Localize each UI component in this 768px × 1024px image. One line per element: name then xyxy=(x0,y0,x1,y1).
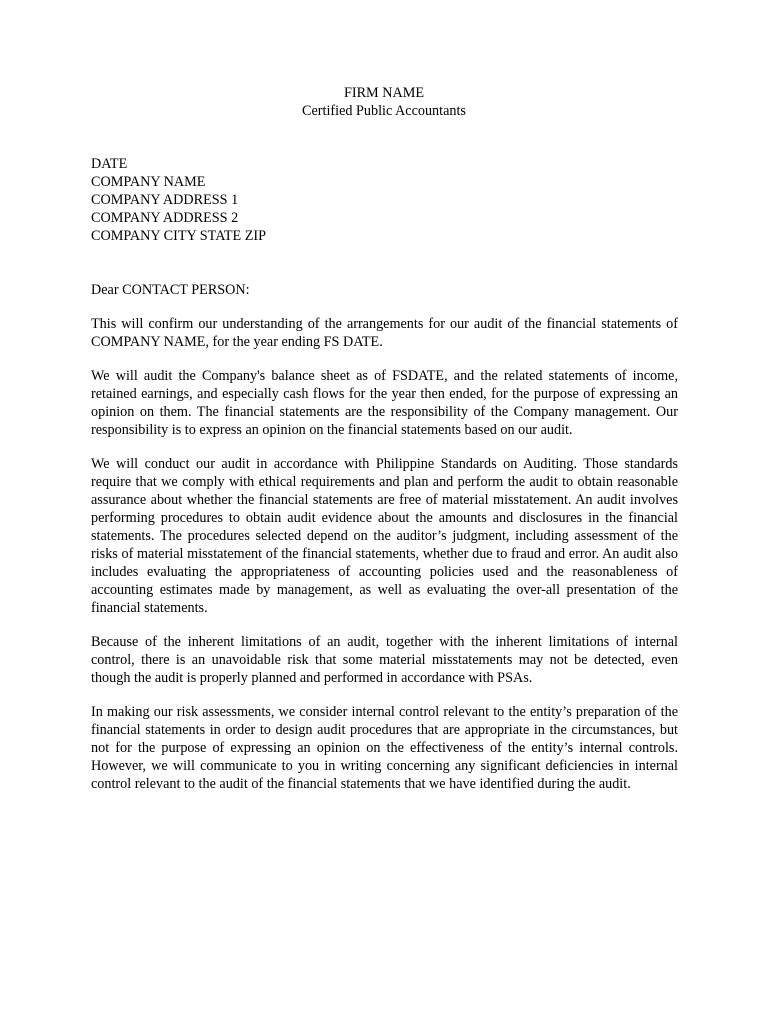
recipient-address-line-2: COMPANY ADDRESS 2 xyxy=(91,210,239,226)
letter-date: DATE xyxy=(91,156,128,172)
paragraph-confirmation: This will confirm our understanding of the arrangements for our audit of the financial statements of COMPANY NAME, for the year ending FS DATE. xyxy=(91,316,678,350)
letterhead xyxy=(0,84,768,120)
letter-body xyxy=(91,315,678,809)
recipient-company-name: COMPANY NAME xyxy=(91,174,206,190)
paragraph-internal-control: In making our risk assessments, we consider internal control relevant to the entity’s preparation of the financial statements in order to design audit procedures that are appropriate in the circumstances, but not for the purpose of expressing an opinion on the effectiveness of the entity’s internal controls. However, we will communicate to you in writing concerning any significant deficiencies in internal control relevant to the audit of the financial statements that we have identified during the audit. xyxy=(91,704,678,792)
recipient-city-state-zip: COMPANY CITY STATE ZIP xyxy=(91,228,267,244)
paragraph-inherent-limitations: Because of the inherent limitations of an audit, together with the inherent limitations of internal control, there is an unavoidable risk that some material misstatements may not be detected, even though the audit is properly planned and performed in accordance with PSAs. xyxy=(91,634,678,686)
firm-subtitle: Certified Public Accountants xyxy=(302,103,466,119)
paragraph-audit-scope: We will audit the Company's balance sheet as of FSDATE, and the related statements of income, retained earnings, and especially cash flows for the year then ended, for the purpose of expressing an opinion on them. The financial statements are the responsibility of the Company management. Our responsibility is to express an opinion on the financial statements based on our audit. xyxy=(91,368,678,438)
salutation: Dear CONTACT PERSON: xyxy=(91,282,250,298)
recipient-address-block xyxy=(91,155,691,245)
firm-name: FIRM NAME xyxy=(343,85,424,101)
paragraph-auditing-standards: We will conduct our audit in accordance with Philippine Standards on Auditing. Those standards require that we comply with ethical requirements and plan and perform the audit to obtain reasonable assurance about whether the financial statements are free of material misstatement. An audit involves performing procedures to obtain audit evidence about the amounts and disclosures in the financial statements. The procedures selected depend on the auditor’s judgment, including assessment of the risks of material misstatement of the financial statements, whether due to fraud and error. An audit also includes evaluating the appropriateness of accounting policies used and the reasonableness of accounting estimates made by management, as well as evaluating the over-all presentation of the financial statements. xyxy=(91,456,678,616)
recipient-address-line-1: COMPANY ADDRESS 1 xyxy=(91,192,239,208)
